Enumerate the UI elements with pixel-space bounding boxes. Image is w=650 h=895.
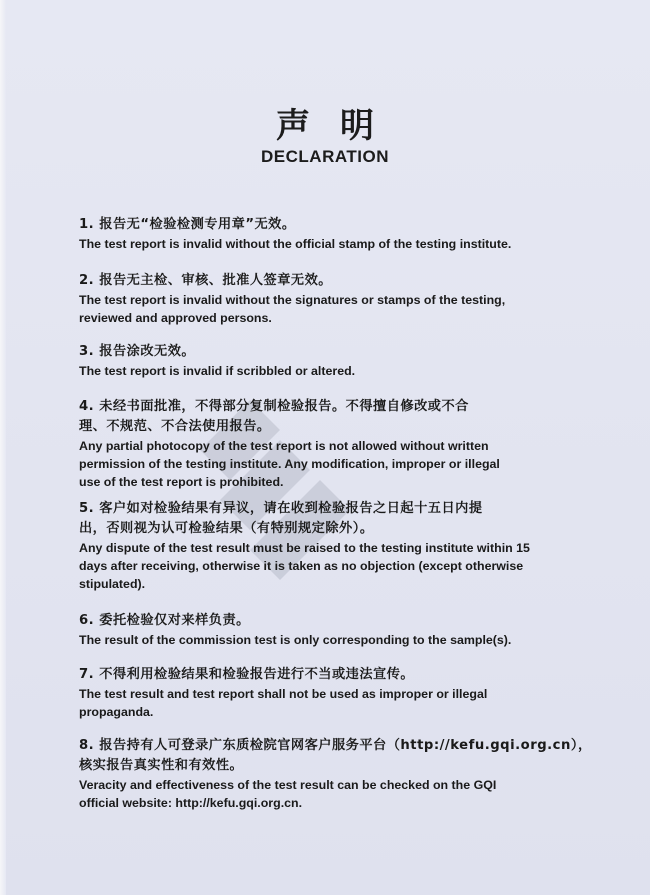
item-en-line: days after receiving, otherwise it is taken as no objection (except otherwise <box>79 559 524 573</box>
item-cn-line: 8. 报告持有人可登录广东质检院官网客户服务平台（http://kefu.gqi.org.cn）， <box>79 738 592 753</box>
item-en-line: Veracity and effectiveness of the test result can be checked on the GQI <box>79 778 497 792</box>
item-en-line: stipulated). <box>79 577 146 591</box>
item-en-line: reviewed and approved persons. <box>79 311 272 325</box>
item-cn-line: 核实报告真实性和有效性。 <box>79 758 244 773</box>
item-cn-line: 出，否则视为认可检验结果（有特别规定除外）。 <box>79 521 374 536</box>
declaration-item-2 <box>79 271 505 327</box>
declaration-item-7 <box>79 665 487 721</box>
declaration-item-4 <box>79 397 500 491</box>
declaration-item-5 <box>79 499 530 593</box>
item-cn-line: 6. 委托检验仅对来样负责。 <box>79 613 250 628</box>
item-cn-line: 4. 未经书面批准，不得部分复制检验报告。不得擅自修改或不合 <box>79 399 469 414</box>
item-en-line: official website: http://kefu.gqi.org.cn. <box>79 796 303 810</box>
item-en-line: Any partial photocopy of the test report is not allowed without written <box>79 439 489 453</box>
item-en-line: Any dispute of the test result must be raised to the testing institute within 15 <box>79 541 530 555</box>
item-en-line: The test report is invalid if scribbled or altered. <box>79 364 356 378</box>
title-english: DECLARATION <box>261 147 389 166</box>
declaration-item-6 <box>79 611 511 649</box>
item-en-line: permission of the testing institute. Any modification, improper or illegal <box>79 457 500 471</box>
item-en-line: use of the test report is prohibited. <box>79 475 284 489</box>
item-cn-line: 1. 报告无“检验检测专用章”无效。 <box>79 217 296 232</box>
item-en-line: The test report is invalid without the signatures or stamps of the testing, <box>79 293 506 307</box>
item-en-line: The test report is invalid without the official stamp of the testing institute. <box>79 237 512 251</box>
item-en-line: propaganda. <box>79 705 154 719</box>
title-chinese: 声明 <box>276 106 404 146</box>
item-cn-line: 理、不规范、不合法使用报告。 <box>79 419 271 434</box>
declaration-item-3 <box>79 342 355 380</box>
item-cn-line: 7. 不得利用检验结果和检验报告进行不当或违法宣传。 <box>79 667 415 682</box>
item-en-line: The test result and test report shall not be used as improper or illegal <box>79 687 488 701</box>
item-cn-line: 5. 客户如对检验结果有异议，请在收到检验报告之日起十五日内提 <box>79 501 483 516</box>
declaration-item-1 <box>79 215 511 253</box>
declaration-item-8 <box>79 736 592 812</box>
item-cn-line: 2. 报告无主检、审核、批准人签章无效。 <box>79 273 332 288</box>
item-en-line: The result of the commission test is only corresponding to the sample(s). <box>79 633 512 647</box>
item-cn-line: 3. 报告涂改无效。 <box>79 344 196 359</box>
